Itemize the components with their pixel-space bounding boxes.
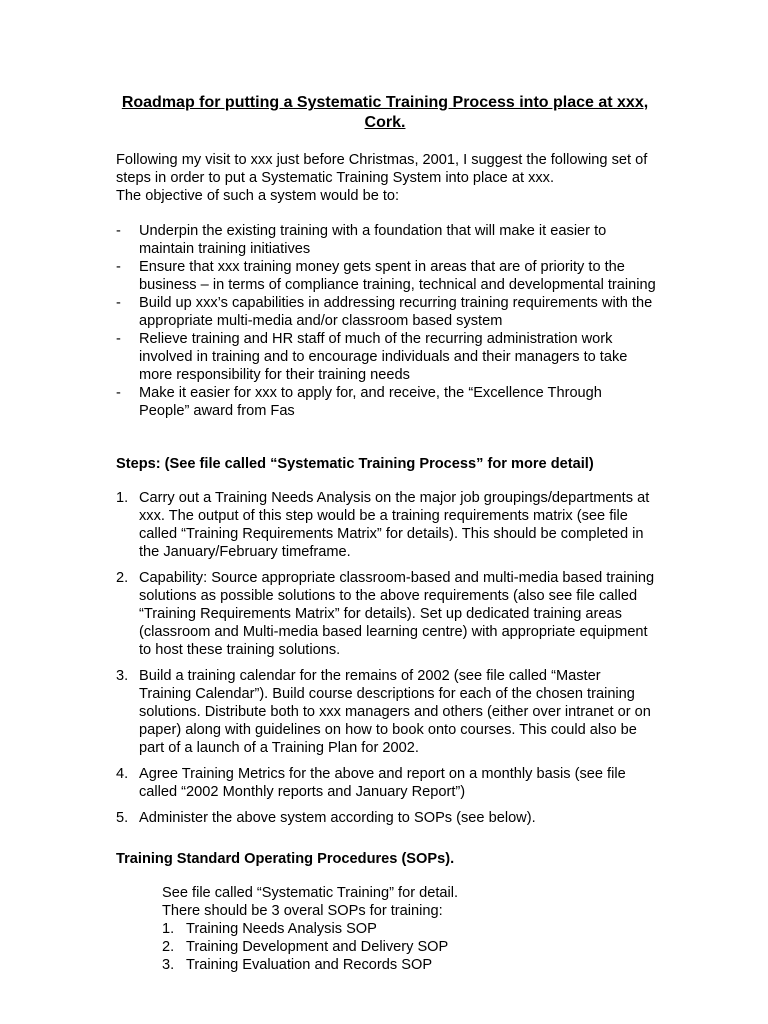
step-number: 1.: [116, 490, 129, 506]
bullet-dash: -: [116, 295, 121, 311]
sop-number: 2.: [162, 939, 175, 955]
objectives-list: [116, 222, 656, 420]
step-text: Capability: Source appropriate classroom-based and multi-media based training solutions as possible solutions to the above requirements (also see file called “Training Requirements Matrix” for details). Set up dedicated training areas (classroom and Multi-media based learning centre) with appropriate equipment to host these training solutions.: [139, 570, 655, 658]
sop-number: 3.: [162, 957, 175, 973]
steps-list: [116, 489, 656, 835]
sop-item: [162, 956, 642, 974]
bullet-dash: -: [116, 259, 121, 275]
bullet-dash: -: [116, 331, 121, 347]
step-text: Administer the above system according to SOPs (see below).: [139, 810, 536, 826]
step-number: 3.: [116, 668, 129, 684]
document-title: Roadmap for putting a Systematic Training Process into place at xxx, Cork.: [121, 94, 649, 131]
sop-note: See file called “Systematic Training” for detail.: [162, 885, 459, 901]
objective-item: [116, 258, 656, 294]
objective-text: Ensure that xxx training money gets spent in areas that are of priority to the business – in terms of compliance training, technical and developmental training: [139, 259, 656, 293]
objective-item: [116, 294, 656, 330]
intro-objective-text: The objective of such a system would be to:: [116, 188, 400, 204]
step-item: [116, 765, 656, 801]
bullet-dash: -: [116, 223, 121, 239]
sop-text: Training Needs Analysis SOP: [186, 921, 377, 937]
objective-text: Underpin the existing training with a foundation that will make it easier to maintain training initiatives: [139, 223, 607, 257]
step-item: [116, 489, 656, 561]
step-item: [116, 809, 656, 827]
step-text: Carry out a Training Needs Analysis on the major job groupings/departments at xxx. The output of this step would be a training requirements matrix (see file called “Training Requirements Matrix” for details). This should be completed in the January/February timeframe.: [139, 490, 650, 560]
sop-item: [162, 938, 642, 956]
step-text: Build a training calendar for the remains of 2002 (see file called “Master Training Calendar”). Build course descriptions for each of the chosen training solutions. Distribute both to xxx managers and others (either over intranet or on paper) along with guidelines on how to book onto courses. This could also be part of a launch of a Training Plan for 2002.: [139, 668, 651, 756]
intro-paragraph: [116, 151, 656, 205]
objective-text: Make it easier for xxx to apply for, and receive, the “Excellence Through People” award from Fas: [139, 385, 602, 419]
step-item: [116, 667, 656, 757]
intro-text: Following my visit to xxx just before Christmas, 2001, I suggest the following set of steps in order to put a Systematic Training System into place at xxx.: [116, 152, 648, 186]
sop-section: [162, 884, 642, 974]
steps-heading: Steps: (See file called “Systematic Training Process” for more detail): [116, 456, 594, 472]
objective-item: [116, 222, 656, 258]
step-number: 5.: [116, 810, 129, 826]
step-item: [116, 569, 656, 659]
bullet-dash: -: [116, 385, 121, 401]
step-text: Agree Training Metrics for the above and report on a monthly basis (see file called “2002 Monthly reports and January Report”): [139, 766, 626, 800]
sop-text: Training Development and Delivery SOP: [186, 939, 449, 955]
objective-item: [116, 384, 656, 420]
sop-item: [162, 920, 642, 938]
sop-intro: There should be 3 overal SOPs for training:: [162, 903, 443, 919]
objective-text: Build up xxx’s capabilities in addressing recurring training requirements with the appropriate multi-media and/or classroom based system: [139, 295, 653, 329]
objective-text: Relieve training and HR staff of much of the recurring administration work involved in training and to encourage individuals and their managers to take more responsibility for their training needs: [139, 331, 628, 383]
sop-number: 1.: [162, 921, 175, 937]
step-number: 2.: [116, 570, 129, 586]
sop-list: [162, 920, 642, 974]
step-number: 4.: [116, 766, 129, 782]
sop-text: Training Evaluation and Records SOP: [186, 957, 433, 973]
objective-item: [116, 330, 656, 384]
sop-heading: Training Standard Operating Procedures (SOPs).: [116, 851, 455, 867]
